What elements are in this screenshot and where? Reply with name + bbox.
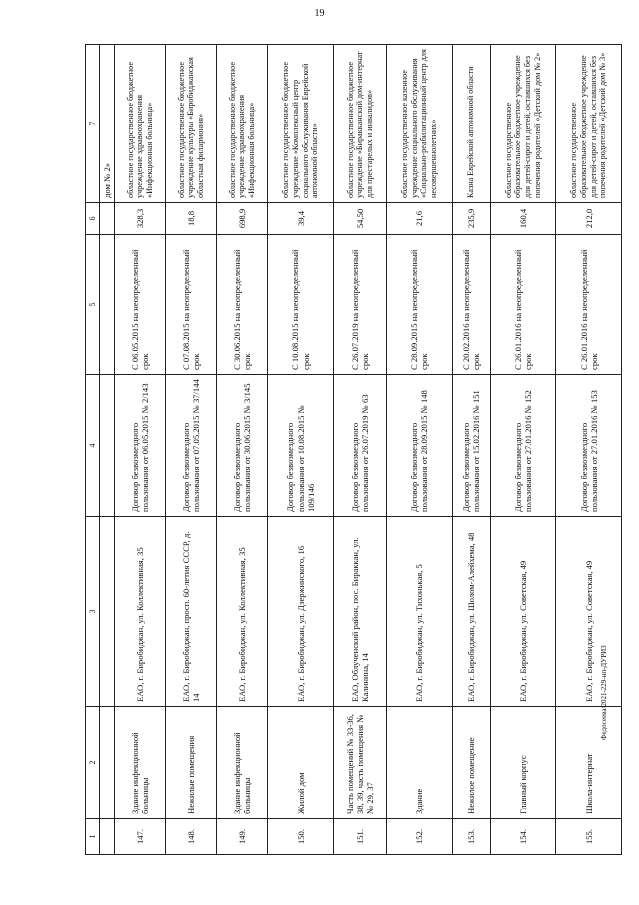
property-table-rotated: [85, 45, 622, 855]
rights-holder: областное государственное казенное учреждение социального обслуживания «Социально-реабилитационный центр для несовершеннолетних»: [387, 45, 453, 203]
column-header: 7: [86, 45, 100, 203]
contract-document: Договор безвозмездного пользования от 07.05.2015 № 37/144: [166, 375, 217, 517]
contract-document: Договор безвозмездного пользования от 15.02.2016 № 151: [452, 375, 490, 517]
object-area: 39,4: [268, 203, 334, 235]
object-name: Часть помещений № 33-36, 38, 39, часть помещения №№ 29, 37: [333, 707, 386, 819]
contract-term: С 28.09.2015 на неопределенный срок: [387, 235, 453, 375]
column-header: 4: [86, 375, 100, 517]
contract-term: С 26.01.2016 на неопределенный срок: [490, 235, 556, 375]
object-address: ЕАО, г. Биробиджан, ул. Советская, 49: [556, 517, 622, 707]
rights-holder: областное государственное бюджетное учреждение «Комплексный центр социального обслуживания Еврейской автономной области»: [268, 45, 334, 203]
rights-holder: областное государственное бюджетное учреждение культуры «Биробиджанская областная филармония»: [166, 45, 217, 203]
row-number: 154.: [490, 819, 556, 855]
table-row: [556, 45, 622, 855]
contract-term: С 26.07.2019 на неопределенный срок: [333, 235, 386, 375]
object-area: 160,4: [490, 203, 556, 235]
table-row: [166, 45, 217, 855]
document-footer: Федосеева/2021-229-нп-ДУРИЗ: [600, 645, 608, 740]
object-name: Жилой дом: [268, 707, 334, 819]
object-area: 21,6: [387, 203, 453, 235]
contract-document: Договор безвозмездного пользования от 06.05.2015 № 2/143: [115, 375, 166, 517]
contract-document: Договор безвозмездного пользования от 30.06.2015 № 3/145: [217, 375, 268, 517]
column-header: 2: [86, 707, 100, 819]
column-header: 6: [86, 203, 100, 235]
table-row: [115, 45, 166, 855]
object-address: ЕАО, г. Биробиджан, ул. Советская, 49: [490, 517, 556, 707]
table-row: [333, 45, 386, 855]
rights-holder: областное государственное бюджетное учреждение здравоохранения «Инфекционная больница»: [217, 45, 268, 203]
continuation-text: дом № 2»: [100, 45, 115, 203]
rights-holder: Казна Еврейской автономной области: [452, 45, 490, 203]
contract-document: Договор безвозмездного пользования от 27.01.2016 № 152: [490, 375, 556, 517]
table-row: [387, 45, 453, 855]
contract-document: Договор безвозмездного пользования от 10.08.2015 № 109/146: [268, 375, 334, 517]
object-area: 698,9: [217, 203, 268, 235]
contract-term: С 20.02.2016 на неопределенный срок: [452, 235, 490, 375]
row-number: 149.: [217, 819, 268, 855]
row-number: 151.: [333, 819, 386, 855]
object-address: ЕАО, г. Биробиджан, ул. Дзержинского, 16: [268, 517, 334, 707]
object-address: ЕАО, Облученский район, пос. Бираккан, ул. Калинина, 14: [333, 517, 386, 707]
object-area: 328,3: [115, 203, 166, 235]
object-name: Здание инфекционной больницы: [115, 707, 166, 819]
contract-document: Договор безвозмездного пользования от 28.09.2015 № 148: [387, 375, 453, 517]
object-area: 18,8: [166, 203, 217, 235]
object-area: 54,50: [333, 203, 386, 235]
object-address: ЕАО, г. Биробиджан, ул. Коллективная, 35: [217, 517, 268, 707]
rights-holder: областное государственное образовательное бюджетное учреждение для детей-сирот и детей, оставшихся без попечения родителей «Детский дом № 3»: [556, 45, 622, 203]
table-row: [490, 45, 556, 855]
rights-holder: областное государственное бюджетное учреждение «Биракканский дом-интернат для престарелых и инвалидов»: [333, 45, 386, 203]
object-address: ЕАО, г. Биробиджан, ул. Коллективная, 35: [115, 517, 166, 707]
row-number: 148.: [166, 819, 217, 855]
object-name: Нежилое помещение: [452, 707, 490, 819]
object-area: 212,0: [556, 203, 622, 235]
table-header-row: [86, 45, 100, 855]
column-header: 5: [86, 235, 100, 375]
table-row: [217, 45, 268, 855]
contract-document: Договор безвозмездного пользования от 27.01.2016 № 153: [556, 375, 622, 517]
table-row: [268, 45, 334, 855]
page-number: 19: [314, 8, 325, 19]
row-number: 147.: [115, 819, 166, 855]
row-number: 150.: [268, 819, 334, 855]
row-number: 155.: [556, 819, 622, 855]
contract-term: С 10.08.2015 на неопределенный срок: [268, 235, 334, 375]
contract-term: С 07.08.2015 на неопределенный срок: [166, 235, 217, 375]
column-header: 1: [86, 819, 100, 855]
property-table: [85, 44, 622, 855]
row-number: 152.: [387, 819, 453, 855]
continuation-row: [100, 45, 115, 855]
object-address: ЕАО, г. Биробиджан, просп. 60-летия СССР, д. 14: [166, 517, 217, 707]
object-area: 235,9: [452, 203, 490, 235]
row-number: 153.: [452, 819, 490, 855]
table-row: [452, 45, 490, 855]
rights-holder: областное государственное образовательное бюджетное учреждение для детей-сирот и детей, оставшихся без попечения родителей «Детский дом № 2»: [490, 45, 556, 203]
column-header: 3: [86, 517, 100, 707]
contract-term: С 26.01.2016 на неопределенный срок: [556, 235, 622, 375]
contract-term: С 06.05.2015 на неопределенный срок: [115, 235, 166, 375]
object-address: ЕАО, г. Биробиджан, ул. Шолом-Алейхема, 48: [452, 517, 490, 707]
object-name: Здание: [387, 707, 453, 819]
object-name: Нежилые помещения: [166, 707, 217, 819]
object-address: ЕАО, г. Биробиджан, ул. Тихонькая, 5: [387, 517, 453, 707]
object-name: Главный корпус: [490, 707, 556, 819]
object-name: Школа-интернат: [556, 707, 622, 819]
contract-term: С 30.06.2015 на неопределенный срок: [217, 235, 268, 375]
rights-holder: областное государственное бюджетное учреждение здравоохранения «Инфекционная больница»: [115, 45, 166, 203]
object-name: Здание инфекционной больницы: [217, 707, 268, 819]
contract-document: Договор безвозмездного пользования от 26.07.2019 № 63: [333, 375, 386, 517]
